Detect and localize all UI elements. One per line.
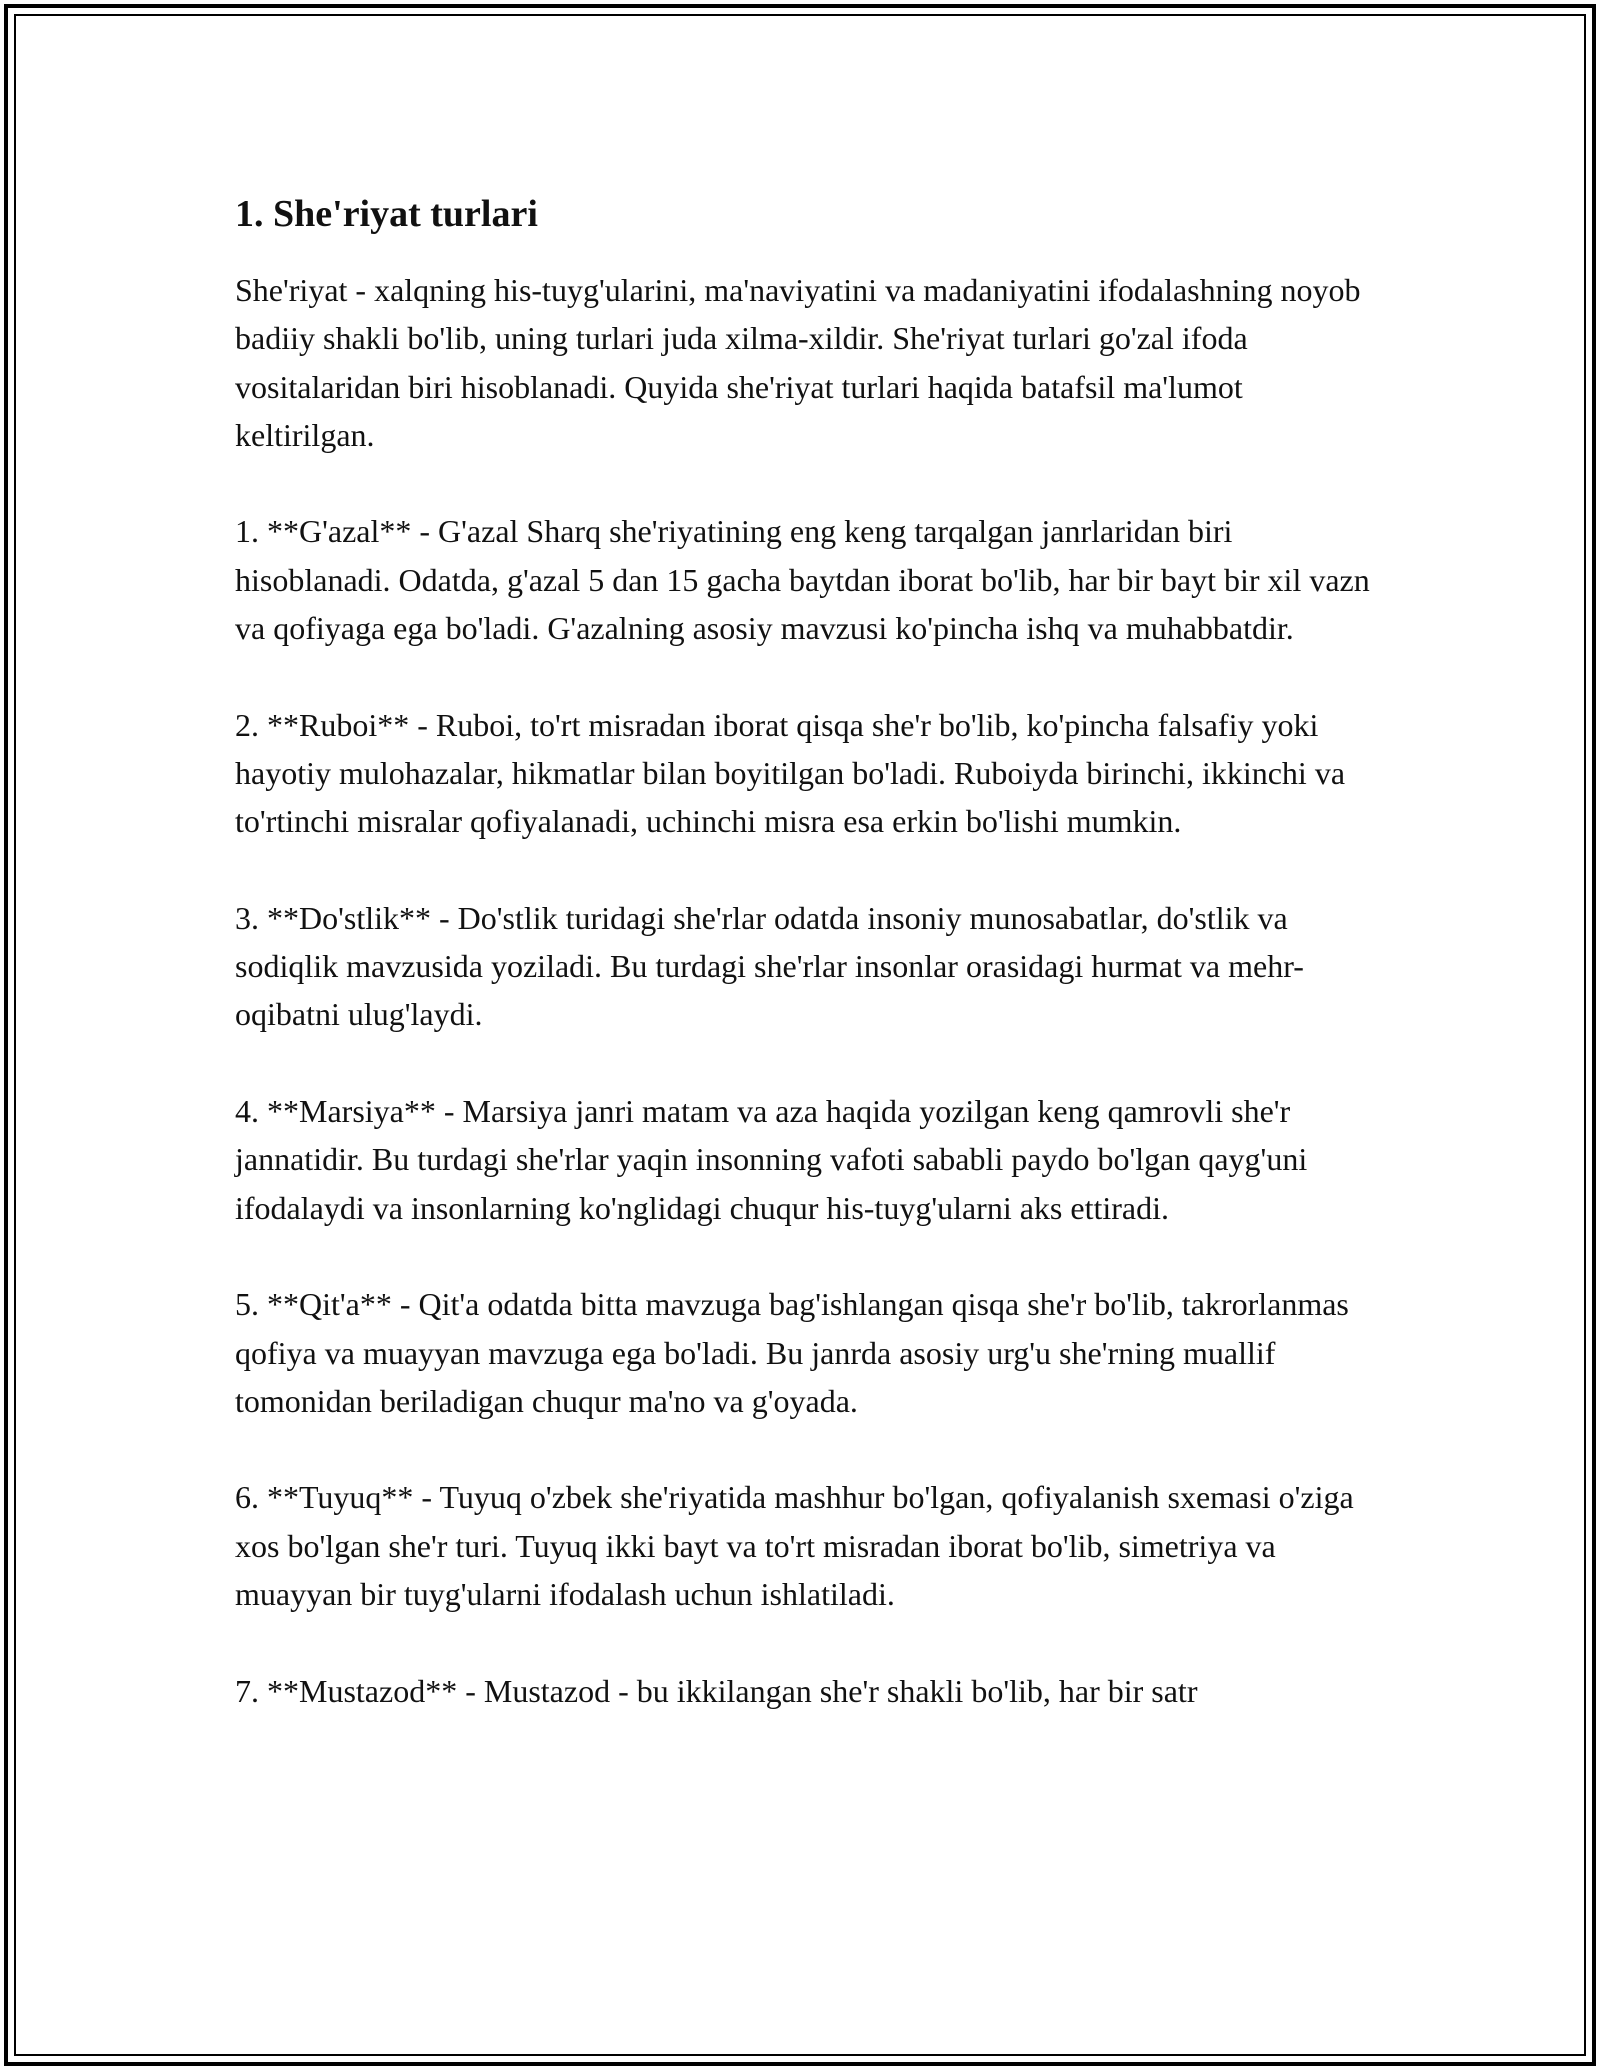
list-item-dostlik: 3. **Do'stlik** - Do'stlik turidagi she'rlar odatda insoniy munosabatlar, do'stlik va sodiqlik mavzusida yoziladi. Bu turdagi she'rlar insonlar orasidagi hurmat va mehr-oqibatni ulug'laydi. (235, 899, 1304, 1033)
intro-paragraph: She'riyat - xalqning his-tuyg'ularini, ma'naviyatini va madaniyatini ifodalashning noyob badiiy shakli bo'lib, uning turlari juda xilma-xildir. She'riyat turlari go'zal ifoda vositalaridan biri hisoblanadi. Quyida she'riyat turlari haqida batafsil ma'lumot keltirilgan. (235, 272, 1361, 453)
list-item-marsiya: 4. **Marsiya** - Marsiya janri matam va aza haqida yozilgan keng qamrovli she'r jannatidir. Bu turdagi she'rlar yaqin insonning vafoti sababli paydo bo'lgan qayg'uni ifodalaydi va insonlarning ko'nglidagi chuqur his-tuyg'ularni aks ettiradi. (235, 1093, 1308, 1226)
document-body (235, 190, 1370, 1763)
document-title: 1. She'riyat turlari (235, 193, 538, 235)
list-item-qita: 5. **Qit'a** - Qit'a odatda bitta mavzuga bag'ishlangan qisqa she'r bo'lib, takrorlanmas qofiya va muayyan mavzuga ega bo'ladi. Bu janrda asosiy urg'u she'rning muallif tomonidan beriladigan chuqur ma'no va g'oyada. (235, 1286, 1349, 1419)
list-item-mustazod: 7. **Mustazod** - Mustazod - bu ikkilangan she'r shakli bo'lib, har bir satr (235, 1672, 1198, 1709)
list-item-tuyuq: 6. **Tuyuq** - Tuyuq o'zbek she'riyatida mashhur bo'lgan, qofiyalanish sxemasi o'ziga xos bo'lgan she'r turi. Tuyuq ikki bayt va to'rt misradan iborat bo'lib, simetriya va muayyan bir tuyg'ularni ifodalash uchun ishlatiladi. (235, 1479, 1354, 1613)
list-item-ruboi: 2. **Ruboi** - Ruboi, to'rt misradan iborat qisqa she'r bo'lib, ko'pincha falsafiy yoki hayotiy mulohazalar, hikmatlar bilan boyitilgan bo'ladi. Ruboiyda birinchi, ikkinchi va to'rtinchi misralar qofiyalanadi, uchinchi misra esa erkin bo'lishi mumkin. (235, 706, 1346, 840)
list-item-gazal: 1. **G'azal** - G'azal Sharq she'riyatining eng keng tarqalgan janrlaridan biri hisoblanadi. Odatda, g'azal 5 dan 15 gacha baytdan iborat bo'lib, har bir bayt bir xil vazn va qofiyaga ega bo'ladi. G'azalning asosiy mavzusi ko'pincha ishq va muhabbatdir. (235, 513, 1370, 647)
